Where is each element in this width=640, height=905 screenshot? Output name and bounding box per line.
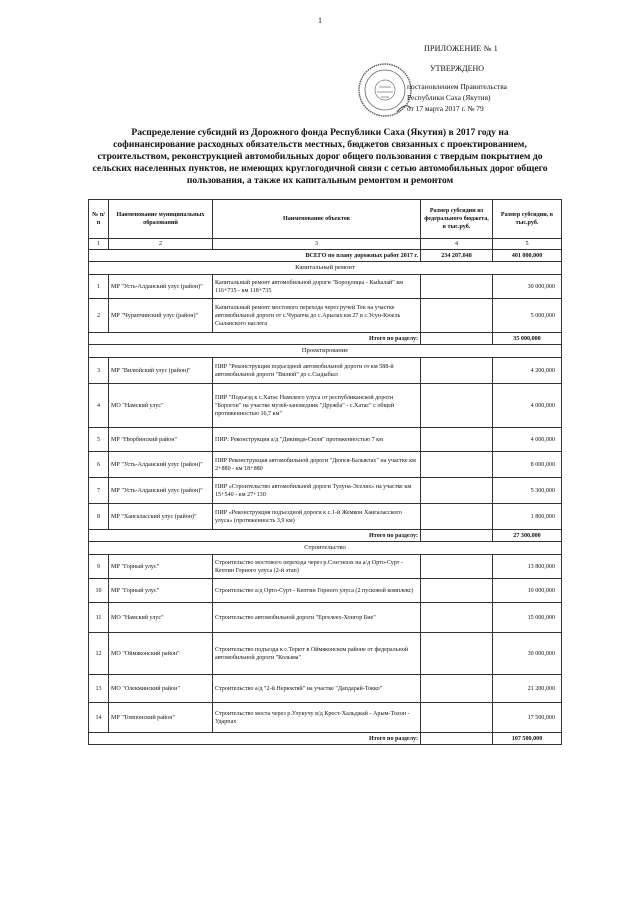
header-cell: Размер субсидии, в тыс.руб.	[493, 200, 562, 239]
table-row	[89, 703, 562, 733]
row-number: 1	[89, 275, 109, 299]
municipality: МР "Усть-Алданский улус (район)"	[109, 452, 213, 478]
object-name: ПИР: Реконструкция а/д "Дикимдя-Сюля" протяженностью 7 км	[213, 428, 421, 452]
resolution-line: от 17 марта 2017 г. № 79	[407, 104, 484, 113]
section-header-row	[89, 542, 562, 555]
col-number: 3	[213, 239, 421, 250]
federal-amount	[421, 275, 493, 299]
row-number: 7	[89, 478, 109, 504]
municipality: МР "Чурапчинский улус (район)"	[109, 299, 213, 333]
section-total-row	[89, 530, 562, 542]
section-header-row	[89, 262, 562, 275]
row-number: 12	[89, 633, 109, 675]
federal-amount	[421, 504, 493, 530]
column-number-row	[89, 239, 562, 250]
table-row	[89, 603, 562, 633]
section-total-federal	[421, 333, 493, 345]
subsidy-amount: 5 000,000	[493, 299, 562, 333]
section-total-label: Итого по разделу:	[89, 530, 421, 542]
federal-amount	[421, 579, 493, 603]
row-number: 9	[89, 555, 109, 579]
grand-total-federal: 234 207,048	[421, 250, 493, 262]
table-row	[89, 428, 562, 452]
table-row	[89, 299, 562, 333]
municipality: МО "Оймяконский район"	[109, 633, 213, 675]
col-number: 1	[89, 239, 109, 250]
table-header-row	[89, 200, 562, 239]
federal-amount	[421, 703, 493, 733]
table-row	[89, 579, 562, 603]
subsidy-amount: 10 000,000	[493, 579, 562, 603]
municipality: МР "Усть-Алданский улус (район)"	[109, 478, 213, 504]
section-total-amount: 27 300,000	[493, 530, 562, 542]
section-title: Капитальный ремонт	[89, 262, 562, 275]
federal-amount	[421, 555, 493, 579]
appendix-label: ПРИЛОЖЕНИЕ № 1	[424, 44, 498, 53]
section-total-federal	[421, 530, 493, 542]
federal-amount	[421, 452, 493, 478]
page-number: 1	[318, 16, 322, 25]
table-row	[89, 275, 562, 299]
federal-amount	[421, 358, 493, 384]
section-header-row	[89, 345, 562, 358]
grand-total-amount: 401 000,000	[493, 250, 562, 262]
resolution-block	[407, 81, 547, 114]
object-name: Строительство мостового перехода через р.Сээгэнээх на а/д Орто-Сурт - Кептин Горного улуса (2-й этап)	[213, 555, 421, 579]
table-row	[89, 452, 562, 478]
grand-total-label: ВСЕГО по плану дорожных работ 2017 г.	[89, 250, 421, 262]
row-number: 14	[89, 703, 109, 733]
section-total-amount: 107 500,000	[493, 733, 562, 745]
federal-amount	[421, 675, 493, 703]
table-row	[89, 384, 562, 428]
approved-label: УТВЕРЖДЕНО	[430, 64, 485, 73]
header-cell: Наименование объектов	[213, 200, 421, 239]
municipality: МР "Томпонский район"	[109, 703, 213, 733]
section-total-row	[89, 733, 562, 745]
table-row	[89, 555, 562, 579]
table-row	[89, 358, 562, 384]
object-name: ПИР «Реконструкция подъездной дороги к с.1-й Жемкон Хангаласского улуса» (протяженность 3,9 км)	[213, 504, 421, 530]
municipality: МР "Горный улус"	[109, 555, 213, 579]
federal-amount	[421, 603, 493, 633]
subsidy-amount: 30 000,000	[493, 633, 562, 675]
municipality: МО "Намский улус"	[109, 384, 213, 428]
municipality: МР "Нюрбинский район"	[109, 428, 213, 452]
section-title: Строительство	[89, 542, 562, 555]
federal-amount	[421, 428, 493, 452]
row-number: 5	[89, 428, 109, 452]
object-name: ПИР "Реконструкция подъездной автомобильной дороги от км 588-й автомобильной дороги "Вилюй" до с.Сыдыбыл	[213, 358, 421, 384]
col-number: 2	[109, 239, 213, 250]
object-name: Строительство моста через р.Улукучу в/д Крест-Хальджай - Арым-Толон - Ударпах	[213, 703, 421, 733]
header-cell: Наименование муниципальных образований	[109, 200, 213, 239]
municipality: МР "Усть-Алданский улус (район)"	[109, 275, 213, 299]
subsidy-amount: 15 000,000	[493, 603, 562, 633]
header-cell: № п/п	[89, 200, 109, 239]
table-row	[89, 633, 562, 675]
subsidy-amount: 17 500,000	[493, 703, 562, 733]
header-cell: Размер субсидии из федерального бюджета, в тыс.руб.	[421, 200, 493, 239]
table-row	[89, 504, 562, 530]
subsidy-amount: 13 800,000	[493, 555, 562, 579]
table-row	[89, 478, 562, 504]
resolution-line: постановлением Правительства	[407, 82, 507, 91]
subsidy-amount: 8 000,000	[493, 452, 562, 478]
subsidy-amount: 4 000,000	[493, 428, 562, 452]
section-total-amount: 35 000,000	[493, 333, 562, 345]
row-number: 8	[89, 504, 109, 530]
row-number: 13	[89, 675, 109, 703]
subsidy-amount: 4 000,000	[493, 384, 562, 428]
subsidy-amount: 4 200,000	[493, 358, 562, 384]
municipality: МР "Горный улус"	[109, 579, 213, 603]
section-total-row	[89, 333, 562, 345]
federal-amount	[421, 384, 493, 428]
subsidy-amount: 5 300,000	[493, 478, 562, 504]
object-name: Капитальный ремонт автомобильной дороги "Бороҕонцы - Кыһалай" км 116+735 - км 118+735	[213, 275, 421, 299]
object-name: Строительство подъезда к с.Терют в Оймяконском районе от федеральной автомобильной дороги "Колыма"	[213, 633, 421, 675]
document-title: Распределение субсидий из Дорожного фонда Республики Саха (Якутия) в 2017 году на софинансирование расходных обязательств местных, бюджетов связанных с проектированием, строительством, реконструкцией автомобильных дорог общего пользования с твердым покрытием до сельских населенных пунктов, не имеющих круглогодичной связи с сетью автомобильных дорог общего пользования, а также их капитальным ремонтом и ремонтом	[92, 127, 548, 186]
municipality: МР "Вилюйский улус (район)"	[109, 358, 213, 384]
municipality: МО "Олекминский район"	[109, 675, 213, 703]
federal-amount	[421, 478, 493, 504]
object-name: Капитальный ремонт мостового перехода через ручей Тек на участке автомобильной дороги от с.Чурапча до с.Арылах км 27 в с.Усун-Кюель Сыланского наслега	[213, 299, 421, 333]
row-number: 6	[89, 452, 109, 478]
resolution-line: Республики Саха (Якутия)	[407, 93, 491, 102]
section-total-label: Итого по разделу:	[89, 733, 421, 745]
object-name: ПИР "Подъезд к с.Хатас Намского улуса от республиканской дороги "Борогон" на участке музей-заповедник "Дружба" - с.Хатас" с общей протяженностью 16,7 км"	[213, 384, 421, 428]
object-name: ПИР «Строительство автомобильной дороги Тулуна-Эселях» на участке км 15+540 - км 27+130	[213, 478, 421, 504]
subsidy-amount: 21 200,000	[493, 675, 562, 703]
subsidy-table	[88, 199, 562, 745]
object-name: ПИР Реконструкция автомобильной дороги "Дюпся-Балыктах" на участке км 2+880 - км 18+880	[213, 452, 421, 478]
subsidy-amount: 30 000,000	[493, 275, 562, 299]
table-row	[89, 675, 562, 703]
grand-total-row	[89, 250, 562, 262]
federal-amount	[421, 299, 493, 333]
section-total-label: Итого по разделу:	[89, 333, 421, 345]
section-title: Проектирование	[89, 345, 562, 358]
municipality: МР "Хангаласский улус (район)"	[109, 504, 213, 530]
row-number: 11	[89, 603, 109, 633]
row-number: 10	[89, 579, 109, 603]
col-number: 5	[493, 239, 562, 250]
section-total-federal	[421, 733, 493, 745]
object-name: Строительство а/д Орто-Сурт - Кептин Горного улуса (2 пусковой комплекс)	[213, 579, 421, 603]
row-number: 2	[89, 299, 109, 333]
subsidy-amount: 1 800,000	[493, 504, 562, 530]
object-name: Строительство автомобильной дороги "Ергелеех-Хонгор Бие"	[213, 603, 421, 633]
col-number: 4	[421, 239, 493, 250]
row-number: 3	[89, 358, 109, 384]
federal-amount	[421, 633, 493, 675]
object-name: Строительство а/д "2-й Нерюктяй" на участке "Дапдарай-Токко"	[213, 675, 421, 703]
row-number: 4	[89, 384, 109, 428]
municipality: МО "Намский улус"	[109, 603, 213, 633]
official-seal-icon	[357, 62, 413, 118]
